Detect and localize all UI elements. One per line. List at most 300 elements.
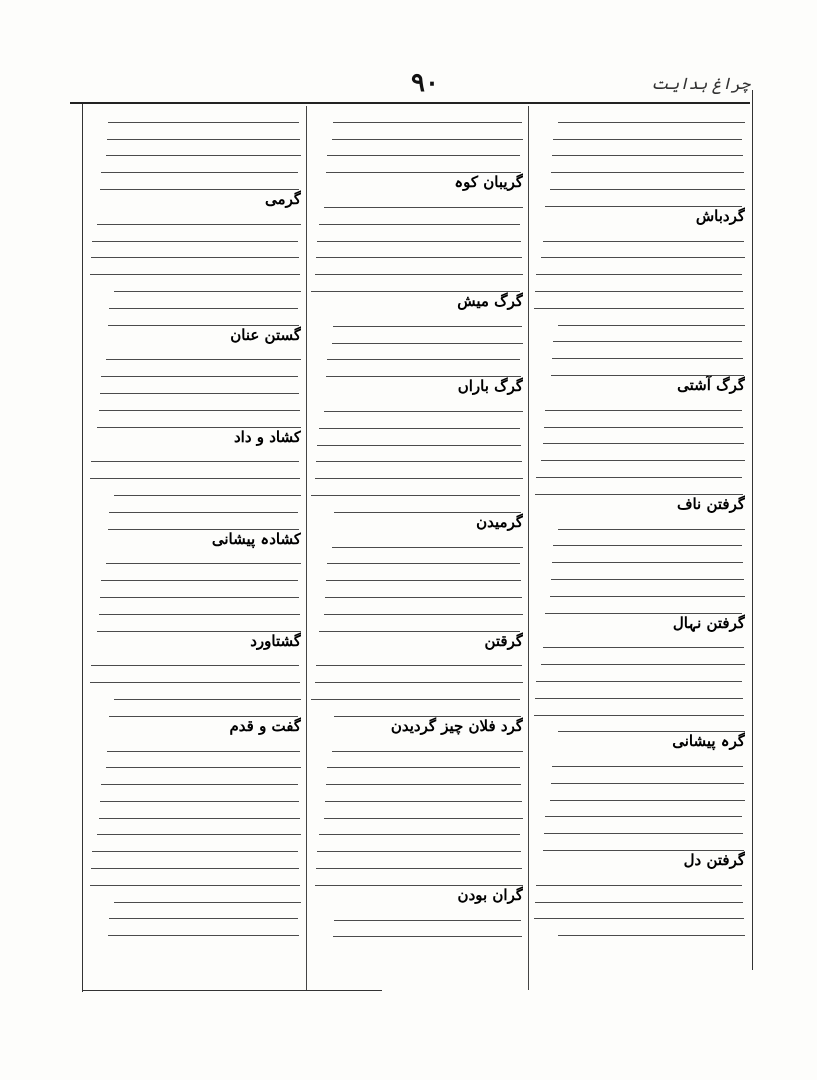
text-line [89,496,301,513]
text-line [311,412,523,429]
handwritten-line [334,920,521,921]
handwritten-line [534,308,744,309]
column-left [89,106,301,990]
text-line [533,309,745,326]
text-line [311,852,523,869]
text-line [89,513,301,530]
text-line [533,242,745,259]
text-line [533,632,745,649]
handwritten-line [558,731,745,732]
text-line [89,208,301,225]
text-line [533,563,745,580]
text-line [311,564,523,581]
text-line [533,258,745,275]
handwritten-line [316,257,522,258]
handwritten-line [109,716,298,717]
handwritten-line [108,122,299,123]
text-line [89,666,301,683]
handwritten-line [332,343,523,344]
text-line [89,411,301,428]
handwritten-line [114,291,301,292]
handwritten-line [535,698,743,699]
handwritten-line [551,172,744,173]
handwritten-line [114,699,301,700]
handwritten-line [311,495,520,496]
handwritten-line [316,665,522,666]
text-line [533,886,745,903]
handwritten-line [553,545,742,546]
handwritten-line [327,767,520,768]
handwritten-line [91,461,299,462]
headword: گران بودن [457,885,523,904]
text-line [311,683,523,700]
handwritten-line [536,885,742,886]
handwritten-line [326,172,521,173]
headword: گرگ آشتی [677,375,745,394]
handwritten-line [544,427,743,428]
handwritten-line [324,207,523,208]
text-line [89,123,301,140]
text-line [533,173,745,190]
text-line [89,735,301,752]
handwritten-line [311,699,520,700]
handwritten-line [333,936,522,937]
text-line [533,513,745,530]
column-divider [528,106,529,990]
handwritten-line [109,308,298,309]
handwritten-line [315,885,523,886]
handwritten-line [106,563,301,564]
handwritten-line [90,274,300,275]
text-line [89,173,301,190]
text-line [533,326,745,343]
text-line [311,785,523,802]
entry-line [533,495,745,513]
text-line [89,869,301,886]
handwritten-line [543,443,744,444]
headword: گرفتن نہال [672,613,745,632]
handwritten-line [544,833,743,834]
text-line [89,242,301,259]
handwritten-line [327,155,520,156]
text-line [533,292,745,309]
handwritten-line [334,512,521,513]
frame-rule-bottom [82,990,382,991]
handwritten-line [100,801,299,802]
text-line [311,735,523,752]
handwritten-line [101,784,298,785]
text-line [533,428,745,445]
handwritten-line [108,529,299,530]
text-line [89,886,301,903]
handwritten-line [326,580,521,581]
headword: کشاد و داد [234,427,301,446]
text-line [89,360,301,377]
text-line [533,106,745,123]
handwritten-line [97,631,301,632]
handwritten-line [97,427,301,428]
frame-rule-left [82,104,83,992]
handwritten-line [551,375,744,376]
headword: گریبان کوہ [454,173,523,192]
handwritten-line [91,257,299,258]
handwritten-line [545,410,742,411]
text-line [533,342,745,359]
text-line [533,834,745,851]
handwritten-line [90,682,300,683]
handwritten-line [100,393,299,394]
text-line [533,478,745,495]
text-line [533,411,745,428]
text-line [533,919,745,936]
text-line [89,752,301,769]
handwritten-line [550,596,745,597]
handwritten-line [324,818,523,819]
handwritten-line [326,376,521,377]
headword: گردباش [695,206,745,225]
text-line [311,802,523,819]
entry-line [311,513,523,531]
handwritten-line [552,358,743,359]
entry-line [89,632,301,650]
handwritten-line [90,478,300,479]
text-line [533,546,745,563]
headword: کشادہ پیشانی [211,529,301,548]
text-line [311,258,523,275]
text-line [311,869,523,886]
entry-line [311,632,523,650]
handwritten-line [543,850,744,851]
handwritten-line [332,751,523,752]
headword: گرگ باراں [457,377,523,396]
handwritten-line [99,614,300,615]
text-line [89,903,301,920]
handwritten-line [114,495,301,496]
handwritten-line [536,681,742,682]
headword: گستن عنان [230,325,301,344]
handwritten-line [315,478,523,479]
handwritten-line [543,647,744,648]
text-line [311,752,523,769]
handwritten-line [315,682,523,683]
handwritten-line [534,918,744,919]
handwritten-line [100,189,299,190]
text-line [311,768,523,785]
handwritten-line [92,241,298,242]
text-line [311,462,523,479]
handwritten-line [317,851,521,852]
handwritten-line [106,155,301,156]
text-line [533,123,745,140]
entry-line [311,886,523,904]
headword: گرفتن ناف [676,494,745,513]
text-line [311,598,523,615]
handwritten-line [319,631,520,632]
text-line [533,597,745,614]
handwritten-line [551,783,744,784]
handwritten-line [535,494,743,495]
text-line [533,767,745,784]
handwritten-line [550,800,745,801]
handwritten-line [315,274,523,275]
text-line [89,225,301,242]
entry-line [89,190,301,208]
entry-line [311,292,523,310]
handwritten-line [101,172,298,173]
running-title: چراغ ہدایت [651,74,750,93]
text-line [533,665,745,682]
text-line [89,344,301,361]
text-line [533,359,745,376]
handwritten-line [541,257,745,258]
text-line [311,548,523,565]
text-line [533,716,745,733]
handwritten-line [317,445,521,446]
text-line [89,581,301,598]
text-line [89,598,301,615]
handwritten-line [558,122,745,123]
text-line [311,327,523,344]
text-line [89,106,301,123]
handwritten-line [107,139,300,140]
text-line [533,156,745,173]
text-line [89,377,301,394]
text-line [533,530,745,547]
text-line [311,242,523,259]
handwritten-line [552,766,743,767]
handwritten-line [100,597,299,598]
handwritten-line [558,529,745,530]
text-line [311,650,523,667]
text-line [311,395,523,412]
handwritten-line [91,665,299,666]
text-line [311,615,523,632]
text-line [311,123,523,140]
text-line [533,140,745,157]
entry-line [89,428,301,446]
text-line [311,835,523,852]
handwritten-line [311,291,520,292]
handwritten-line [545,613,742,614]
entry-line [89,326,301,344]
text-line [311,479,523,496]
text-line [89,309,301,326]
handwritten-line [550,189,745,190]
handwritten-line [106,359,301,360]
handwritten-line [333,122,522,123]
text-line [311,700,523,717]
headword: گرمی [265,189,301,208]
handwritten-line [536,274,742,275]
text-line [89,835,301,852]
handwritten-line [106,767,301,768]
text-line [311,921,523,938]
handwritten-line [534,715,744,716]
text-line [89,700,301,717]
entry-line [533,207,745,225]
handwritten-line [334,716,521,717]
text-line [89,564,301,581]
handwritten-line [108,325,299,326]
headword: گرد فلان چیز گردیدن [390,716,523,735]
handwritten-line [332,139,523,140]
handwritten-line [324,411,523,412]
handwritten-line [101,376,298,377]
text-line [89,615,301,632]
text-line [89,819,301,836]
handwritten-line [325,597,522,598]
column-middle [311,106,523,990]
text-line [89,852,301,869]
text-line [311,225,523,242]
text-line [533,903,745,920]
text-line [533,750,745,767]
entry-line [311,717,523,735]
text-line [311,446,523,463]
entry-line [533,614,745,632]
handwritten-line [91,868,299,869]
text-line [89,683,301,700]
handwritten-line [543,241,744,242]
text-line [89,140,301,157]
text-line [311,904,523,921]
text-line [311,140,523,157]
text-line [89,394,301,411]
headword: گرقتن [484,631,523,650]
handwritten-line [108,935,299,936]
headword: گرگ میش [457,291,523,310]
entry-line [533,732,745,750]
text-line [89,462,301,479]
headword: گفت و قدم [229,716,301,735]
handwritten-line [545,816,742,817]
entry-line [89,530,301,548]
text-line [311,106,523,123]
text-line [89,292,301,309]
entry-line [311,173,523,191]
text-line [311,429,523,446]
text-line [311,275,523,292]
handwritten-line [552,562,743,563]
handwritten-line [558,325,745,326]
entry-line [89,717,301,735]
text-line [533,225,745,242]
column-divider [306,106,307,990]
handwritten-line [319,834,520,835]
headword: گرہ پیشانی [672,732,745,751]
handwritten-line [332,547,523,548]
handwritten-line [109,918,298,919]
text-line [311,344,523,361]
text-line [533,801,745,818]
text-line [89,275,301,292]
text-line [311,531,523,548]
text-line [533,394,745,411]
handwritten-line [107,751,300,752]
text-line [311,310,523,327]
text-line [89,446,301,463]
text-line [311,208,523,225]
handwritten-line [536,477,742,478]
handwritten-line [324,614,523,615]
handwritten-line [327,563,520,564]
handwritten-line [114,902,301,903]
handwritten-line [552,155,743,156]
headword: گرمیدن [476,512,523,531]
text-line [533,461,745,478]
text-line [89,156,301,173]
handwritten-line [545,206,742,207]
text-line [89,802,301,819]
handwritten-line [333,326,522,327]
headword: گرفتن دل [683,851,745,870]
text-line [533,817,745,834]
text-line [311,581,523,598]
text-line [533,190,745,207]
text-line [89,258,301,275]
text-line [311,360,523,377]
entry-line [533,376,745,394]
entry-line [533,851,745,869]
text-line [89,479,301,496]
handwritten-line [99,410,300,411]
text-line [533,580,745,597]
text-line [89,768,301,785]
text-line [311,819,523,836]
handwritten-line [535,291,743,292]
handwritten-line [558,935,745,936]
handwritten-line [90,885,300,886]
handwritten-line [541,664,745,665]
text-line [533,444,745,461]
handwritten-line [101,580,298,581]
handwritten-line [553,341,742,342]
handwritten-line [325,801,522,802]
handwritten-line [316,461,522,462]
text-line [533,275,745,292]
handwritten-line [326,784,521,785]
entry-line [311,377,523,395]
handwritten-line [109,512,298,513]
handwritten-line [319,428,520,429]
text-line [311,156,523,173]
handwritten-line [317,241,521,242]
text-line [311,191,523,208]
handwritten-line [97,224,301,225]
handwritten-line [316,868,522,869]
page-header [70,68,750,104]
handwritten-line [553,139,742,140]
text-line [533,699,745,716]
text-columns [90,106,745,990]
text-line [89,785,301,802]
headword: گشتاورد [250,631,301,650]
frame-rule-right [752,90,753,970]
handwritten-line [327,359,520,360]
text-line [533,869,745,886]
text-line [89,650,301,667]
text-line [89,919,301,936]
handwritten-line [319,224,520,225]
handwritten-line [541,460,745,461]
text-line [89,548,301,565]
handwritten-line [535,902,743,903]
text-line [311,496,523,513]
text-line [533,682,745,699]
handwritten-line [551,579,744,580]
column-right [533,106,745,990]
text-line [533,784,745,801]
